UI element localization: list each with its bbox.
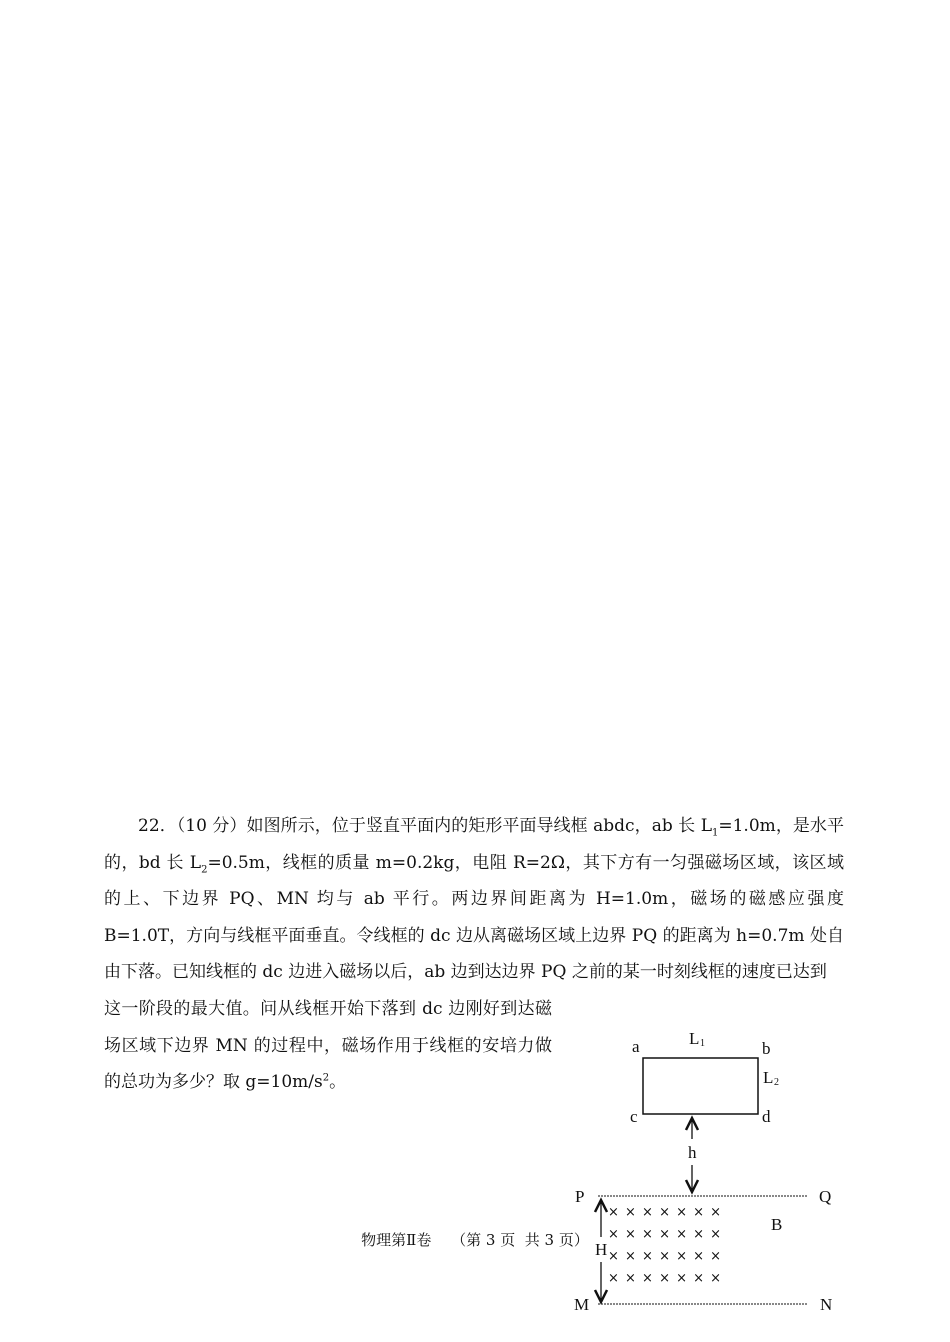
corner-c-label: c	[630, 1107, 638, 1126]
p-label: P	[575, 1187, 585, 1206]
corner-a-label: a	[632, 1037, 640, 1056]
l1-label-sub: 1	[700, 1038, 705, 1049]
problem-text-1: 如图所示，位于竖直平面内的矩形平面导线框 abdc，ab 长 L	[246, 816, 712, 836]
field-cross-row: × × × × × × ×	[608, 1249, 723, 1264]
q-label: Q	[819, 1187, 832, 1206]
corner-b-label: b	[762, 1039, 771, 1058]
field-cross-row: × × × × × × ×	[608, 1271, 723, 1286]
n-label: N	[820, 1295, 833, 1314]
l1-subscript: 1	[711, 827, 719, 839]
problem-number: 22．（10 分）	[138, 816, 247, 836]
m-label: M	[574, 1295, 590, 1314]
g-superscript: 2	[322, 1072, 330, 1084]
problem-text-2: =1.0m，是水平的，bd 长 L	[104, 816, 844, 873]
l2-label: L	[763, 1068, 774, 1087]
problem-statement	[104, 808, 844, 991]
field-cross-row: × × × × × × ×	[608, 1227, 723, 1242]
big-h-label: H	[595, 1240, 608, 1259]
h-label: h	[688, 1143, 697, 1162]
field-cross-row: × × × × × × ×	[608, 1205, 723, 1220]
problem-question	[104, 991, 552, 1101]
wire-frame-figure	[560, 1022, 860, 1322]
page-footer: 物理第Ⅱ卷 （第 3 页 共 3 页）	[361, 1231, 589, 1249]
b-label: B	[771, 1215, 783, 1234]
problem-text-4: 这一阶段的最大值。问从线框开始下落到 dc 边刚好到达磁场区域下边界 MN 的过程中，磁场作用于线框的安培力做的总功为多少？取 g=10m/s	[104, 998, 552, 1093]
problem-text-end: 。	[329, 1072, 347, 1093]
corner-d-label: d	[762, 1107, 771, 1126]
wire-frame-rect	[643, 1058, 758, 1114]
l2-label-sub: 2	[774, 1077, 779, 1088]
problem-text-3: =0.5m，线框的质量 m=0.2kg，电阻 R=2Ω，其下方有一匀强磁场区域，该区域的上、下边界 PQ、MN 均与 ab 平行。两边界间距离为 H=1.0m，磁场的磁感应强度 B=1.0T，方向与线框平面垂直。令线框的 dc 边从离磁场区域上边界 PQ 的距离为 h=0.7m 处自由下落。已知线框的 dc 边进入磁场以后，ab 边到达边界 PQ 之前的某一时刻线框的速度已达到	[104, 852, 844, 983]
l2-subscript: 2	[201, 863, 208, 875]
l1-label: L	[689, 1029, 700, 1048]
figure-svg	[560, 1022, 860, 1322]
